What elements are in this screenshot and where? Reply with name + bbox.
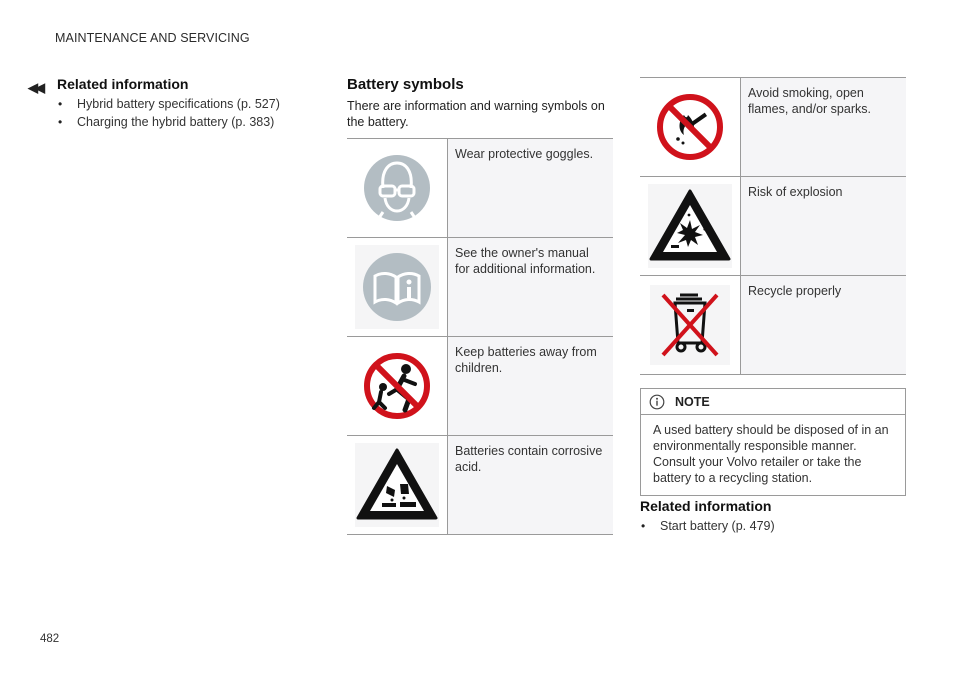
battery-symbols-heading: Battery symbols: [347, 76, 464, 93]
symbol-table-right: [640, 77, 906, 375]
related-link[interactable]: • Hybrid battery specifications (p. 527): [57, 95, 312, 113]
symbol-row: [640, 78, 906, 177]
corrosive-acid-icon: [347, 436, 447, 534]
symbol-description: Recycle properly: [740, 276, 906, 374]
symbol-row: [640, 276, 906, 375]
owners-manual-icon: [347, 238, 447, 336]
recycle-bin-icon: [640, 276, 740, 374]
battery-symbols-section: [347, 76, 613, 130]
keep-away-children-icon: [347, 337, 447, 435]
related-info-list: [57, 95, 312, 131]
related-link[interactable]: • Start battery (p. 479): [640, 517, 905, 535]
symbol-description: Keep batteries away from children.: [447, 337, 613, 435]
note-title: NOTE: [675, 394, 710, 409]
related-info-heading: Related information: [640, 498, 772, 514]
no-flames-icon: [640, 78, 740, 176]
note-header: [641, 389, 905, 415]
info-icon: [649, 394, 665, 410]
symbol-description: Wear protective goggles.: [447, 139, 613, 237]
explosion-risk-icon: [640, 177, 740, 275]
symbol-description: Avoid smoking, open flames, and/or sparks.: [740, 78, 906, 176]
symbol-description: Risk of explosion: [740, 177, 906, 275]
related-info-left: [57, 76, 312, 131]
note-box: [640, 388, 906, 496]
symbol-row: [347, 238, 613, 337]
related-info-heading: Related information: [57, 76, 189, 92]
back-marker[interactable]: ◀◀: [28, 80, 42, 95]
page-number: 482: [40, 633, 60, 645]
note-body: A used battery should be disposed of in an environmentally responsible manner. Consult your Volvo retailer or take the battery to a recycling station.: [653, 423, 889, 485]
related-info-right: [640, 498, 905, 535]
related-info-list: [640, 517, 905, 535]
symbol-description: Batteries contain corrosive acid.: [447, 436, 613, 534]
symbol-row: [347, 139, 613, 238]
section-header: MAINTENANCE AND SERVICING: [55, 31, 250, 45]
symbol-row: [347, 337, 613, 436]
symbol-row: [347, 436, 613, 535]
symbol-row: [640, 177, 906, 276]
protective-goggles-icon: [347, 139, 447, 237]
battery-symbols-intro: There are information and warning symbols on the battery.: [347, 99, 605, 129]
symbol-table-left: [347, 138, 613, 535]
related-link[interactable]: • Charging the hybrid battery (p. 383): [57, 113, 312, 131]
symbol-description: See the owner's manual for additional information.: [447, 238, 613, 336]
